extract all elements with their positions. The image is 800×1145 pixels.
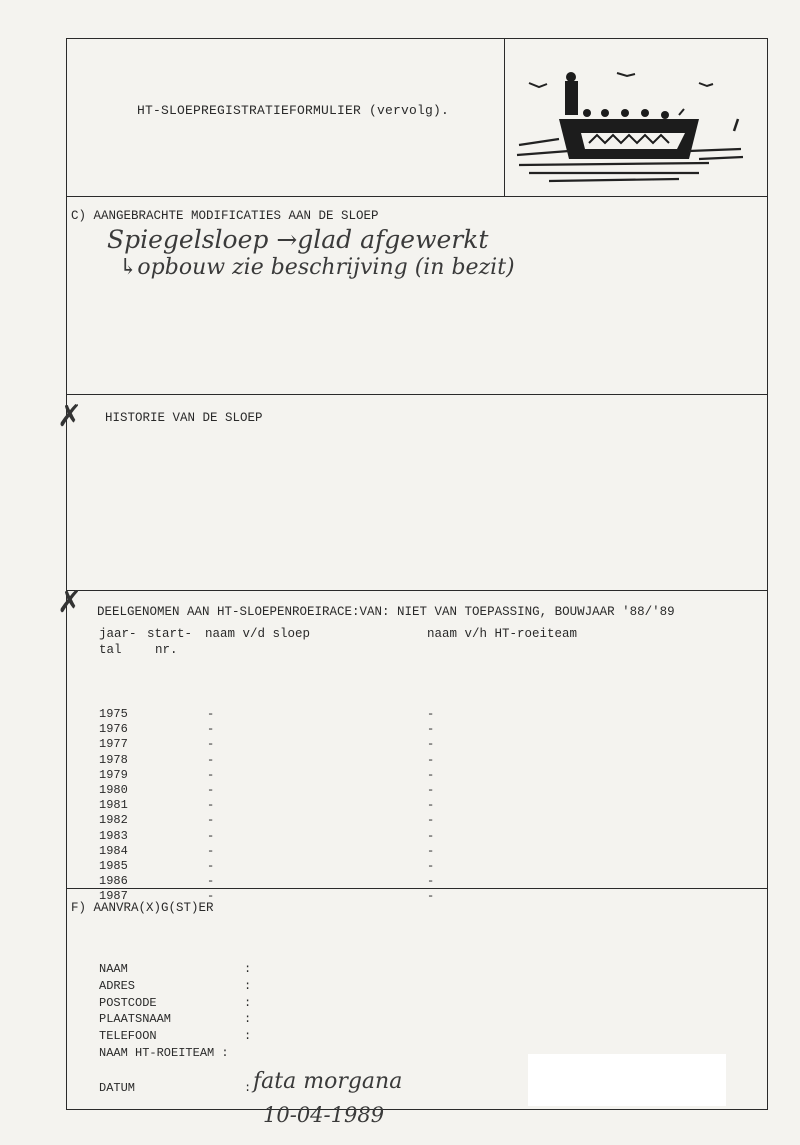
section-history (57, 395, 767, 591)
field-postcode (99, 995, 252, 1012)
team-column (427, 707, 434, 905)
datum-label: DATUM (99, 1081, 136, 1095)
table-row-team: - (427, 859, 435, 874)
table-row-sloep: - (207, 752, 215, 767)
date-handwriting: 10-04-1989 (263, 1103, 385, 1127)
field-label: NAAM (99, 962, 128, 976)
field-adres (99, 978, 252, 995)
section-e-title: DEELGENOMEN AAN HT-SLOEPENROEIRACE:VAN: NIET VAN TOEPASSING, BOUWJAAR '88/'89 (97, 605, 675, 619)
field-separator: : (244, 995, 252, 1010)
year-column (99, 707, 128, 905)
table-row-team: - (427, 752, 435, 767)
field-plaatsnaam (99, 1011, 252, 1028)
header-divider (504, 39, 505, 197)
table-row-sloep: - (207, 767, 215, 782)
table-row-year: 1978 (99, 752, 128, 767)
col-start-header-b: nr. (155, 643, 178, 657)
col-start-header-a: start- (147, 627, 193, 641)
modifications-handwriting-line2: ↳opbouw zie beschrijving (in bezit) (119, 255, 515, 280)
section-modifications (67, 197, 767, 395)
datum-separator: : (244, 1081, 252, 1095)
field-label: TELEFOON (99, 1029, 157, 1044)
table-row-year: 1984 (99, 843, 128, 858)
field-telefoon (99, 1028, 252, 1045)
table-row-team: - (427, 707, 435, 721)
table-row-sloep: - (207, 813, 215, 828)
field-separator: : (244, 978, 252, 993)
field-label: PLAATSNAAM (99, 1012, 172, 1027)
signature-blank (528, 1054, 726, 1106)
col-year-header-a: jaar- (99, 627, 137, 641)
field-separator: : (244, 1012, 252, 1027)
section-f-title: F) AANVRA(X)G(ST)ER (71, 901, 214, 915)
col-sloep-header: naam v/d sloep (205, 627, 311, 641)
table-row-sloep: - (207, 783, 215, 798)
table-row-year: 1980 (99, 783, 128, 798)
table-row-team: - (427, 783, 435, 798)
field-separator: : (244, 1029, 252, 1044)
table-row-year: 1975 (99, 707, 128, 721)
table-row-sloep: - (207, 798, 215, 813)
table-row-year: 1983 (99, 828, 128, 843)
col-team-header: naam v/h HT-roeiteam (427, 627, 578, 641)
table-row-team: - (427, 889, 435, 904)
table-row-year: 1977 (99, 737, 128, 752)
field-label: ADRES (99, 978, 136, 993)
table-row-year: 1982 (99, 813, 128, 828)
cross-mark-icon: ✗ (57, 585, 83, 620)
form-header (67, 39, 767, 197)
table-row-year: 1976 (99, 722, 128, 737)
table-row-year: 1987 (99, 889, 128, 904)
section-races (57, 585, 767, 904)
table-row-sloep: - (207, 707, 215, 721)
section-d-title: HISTORIE VAN DE SLOEP (105, 411, 263, 425)
table-row-year: 1981 (99, 798, 128, 813)
field-label: POSTCODE (99, 995, 157, 1010)
section-c-title: C) AANGEBRACHTE MODIFICATIES AAN DE SLOEP (71, 209, 379, 223)
registration-form (57, 38, 768, 1127)
table-row-team: - (427, 737, 435, 752)
field-naam-ht-roeiteam (99, 1045, 229, 1062)
table-row-team: - (427, 843, 435, 858)
table-row-sloep: - (207, 843, 215, 858)
table-row-year: 1986 (99, 874, 128, 889)
table-row-team: - (427, 798, 435, 813)
rowing-boat-illustration (509, 59, 745, 189)
form-title: HT-SLOEPREGISTRATIEFORMULIER (vervolg). (137, 103, 450, 118)
table-row-sloep: - (207, 859, 215, 874)
field-label: NAAM HT-ROEITEAM : (99, 1045, 229, 1060)
field-separator: : (244, 962, 252, 976)
table-row-team: - (427, 722, 435, 737)
table-row-sloep: - (207, 737, 215, 752)
field-naam (99, 961, 252, 978)
cross-mark-icon: ✗ (57, 399, 83, 434)
sloep-column (207, 707, 214, 905)
team-name-handwriting: fata morgana (253, 1069, 403, 1094)
table-row-team: - (427, 767, 435, 782)
table-row-year: 1985 (99, 859, 128, 874)
table-row-sloep: - (207, 828, 215, 843)
table-row-team: - (427, 828, 435, 843)
applicant-fields (99, 961, 252, 1062)
table-row-sloep: - (207, 874, 215, 889)
table-row-sloep: - (207, 889, 215, 904)
col-year-header-b: tal (99, 643, 122, 657)
table-row-team: - (427, 874, 435, 889)
table-row-sloep: - (207, 722, 215, 737)
table-row-team: - (427, 813, 435, 828)
table-row-year: 1979 (99, 767, 128, 782)
modifications-handwriting-line1: Spiegelsloep →glad afgewerkt (107, 225, 489, 254)
